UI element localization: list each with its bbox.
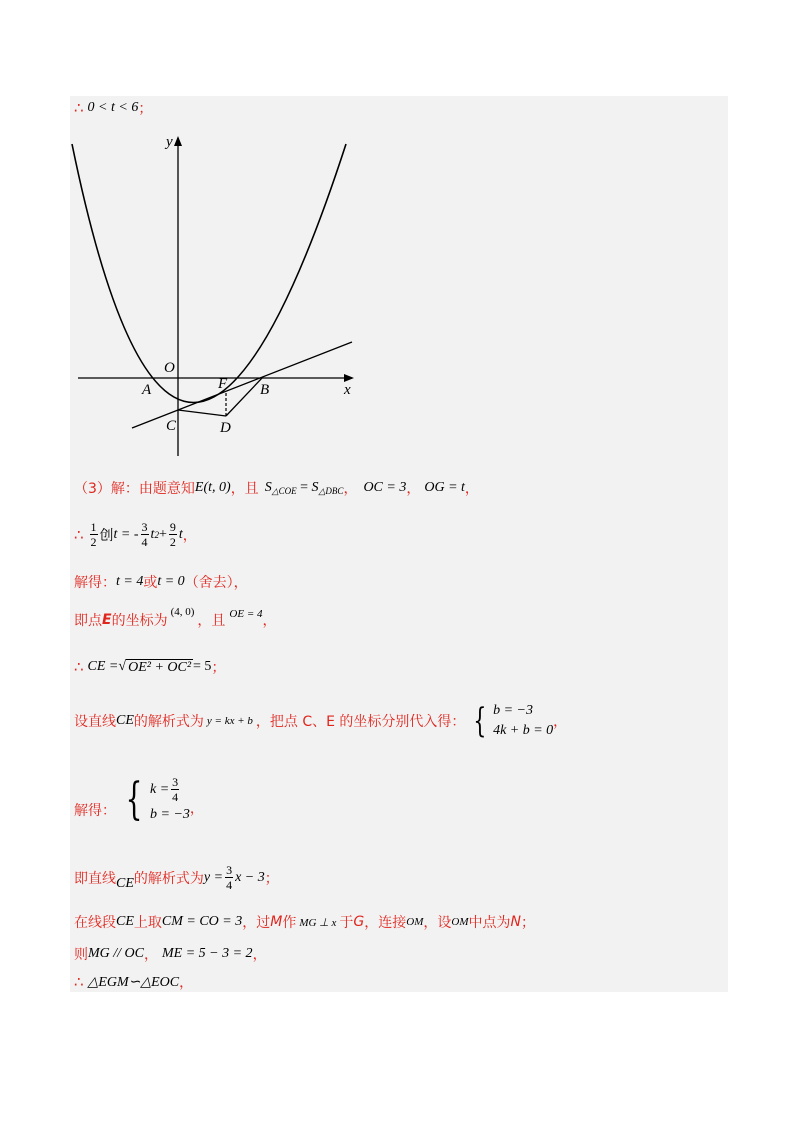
text: （3）解：由题意知	[74, 481, 195, 497]
line-ce-setup: 设直线 CE 的解析式为 y = kx + b ，把点 C、E 的坐标分别代入得： { b = −3 4k + b = 0 ，	[74, 701, 568, 741]
punct: ；	[138, 101, 153, 117]
text: ，且	[230, 481, 259, 497]
label-c: C	[166, 418, 177, 434]
label-y: y	[166, 134, 173, 150]
line-area-eq: ∴ $\frac{1}{2}$ 创 t = - $\frac{3}{4}$ t 2 + $\frac{9}{2}$ t ，	[74, 520, 197, 549]
parabola-curve	[72, 144, 346, 403]
line-range	[74, 98, 152, 118]
line-ce	[132, 342, 352, 428]
equation-system: { b = −3 4k + b = 0	[473, 701, 554, 741]
label-d: D	[220, 420, 231, 436]
label-o: O	[164, 360, 175, 376]
point-e: E(t, 0)	[194, 480, 231, 495]
label-a: A	[142, 382, 152, 398]
label-b: B	[260, 382, 270, 398]
parabola-graph	[70, 126, 370, 458]
line-ce-length: ∴ CE = √ OE² + OC² = 5 ；	[74, 658, 226, 676]
solution-system: { k = $\frac{3}{4}$ b = −3	[125, 773, 190, 825]
y-axis-arrow	[174, 136, 182, 146]
line-solve-t: 解得： t = 4 或 t = 0 （舍去），	[74, 574, 248, 591]
line-parallel: 则 MG // OC ， ME = 5 − 3 = 2 ，	[74, 946, 267, 963]
area-equation: $S_{\triangle COE} = S_{\triangle DBC}$	[264, 480, 344, 496]
fraction-half: $\frac{1}{2}$	[90, 520, 97, 549]
line-given: （3）解：由题意知 E(t, 0) ，且 $S_{\triangle COE} = S_{\triangle DBC}$ ， OC = 3 ， OG = t ，	[74, 480, 479, 497]
line-point-e: 即点 E 的坐标为 (4, 0) ，且 OE = 4 ，	[74, 606, 277, 629]
inequality: 0 < t < 6	[87, 100, 139, 115]
therefore-symbol: ∴	[74, 99, 84, 117]
label-x: x	[344, 382, 351, 398]
oc-value: OC = 3	[363, 480, 407, 495]
x-axis-arrow	[344, 374, 354, 382]
line-similar: ∴ △EGM∽△EOC ，	[74, 973, 194, 991]
segment-cd	[178, 410, 226, 416]
label-f: F	[218, 376, 228, 392]
line-solve-kb: 解得： { k = $\frac{3}{4}$ b = −3 ，	[74, 773, 204, 825]
og-value: OG = t	[424, 480, 465, 495]
line-ce-equation: 即直线 CE 的解析式为 y = $\frac{3}{4}$ x − 3 ；	[74, 863, 279, 892]
line-construction: 在线段 CE 上取 CM = CO = 3 ，过 M 作 MG ⊥ x 于 G ，连接 OM ，设 OM 中点为 N ；	[74, 914, 535, 931]
